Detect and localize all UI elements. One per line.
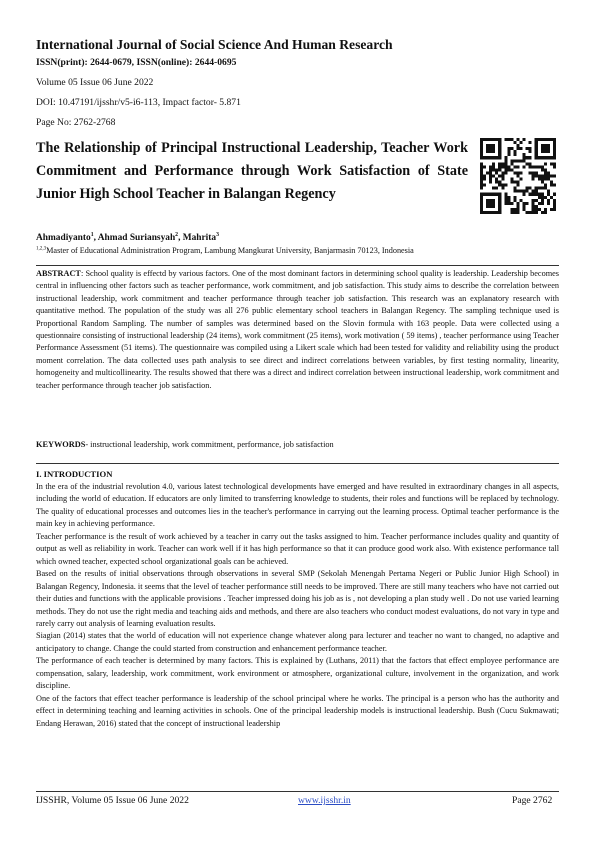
- page-number-range: Page No: 2762-2768: [36, 117, 116, 128]
- issn-line: ISSN(print): 2644-0679, ISSN(online): 2644-0695: [36, 57, 237, 68]
- footer-rule: [36, 791, 559, 792]
- abstract-text: : School quality is effectd by various factors. One of the most dominant factors in determining school quality is leadership. Leadership becomes central in influencing other factors such as teacher performance, work commitment, and job satisfaction. This study aims to describe the correlation between instructional leadership, work commitment and teacher performance through teacher job satisfaction. This research was an explanatory research with quantitative method. The population of the study was all 276 public elementary school teachers in Balangan Regency. The sampling technique used is Proportional Random Sampling. The number of samples was determined based on the Slovin formula with 163 people. Data were collected using a questionnaire consisting of instructional leadership (24 items), work commitment (25 items), work motivation ( 59 items) , teacher performance using Teacher Performance Assessment (51 items). The questionnaire was compiled using a Likert scale which had been tested for validity and reliability using the product moment correlation. The data collected uses path analysis to see direct and indirect correlations between variables, by first testing normality, linearity, homogeneity and multicollinearity. The results showed that there was a direct and indirect correlation between instructional leadership, work commitment and teacher performance through teacher job satisfaction.: [36, 269, 559, 390]
- paragraph: Siagian (2014) states that the world of education will not experience change whatever along para lecturer and teacher no want to changed, no adaptive and anticipatory to change. Change the could started from construction and enhancement performance teacher.: [36, 631, 559, 653]
- author-name: Ahmad Suriansyah: [97, 233, 176, 243]
- qr-code-icon[interactable]: [480, 138, 556, 214]
- body-text: [36, 481, 559, 730]
- paragraph: The performance of each teacher is determined by many factors. This is explained by (Luthans, 2011) that the factors that effect employee performance are compensation, salary, leadership, work commitment, work environment or atmosphere, organizational culture, involvement in the organization, and work discipline.: [36, 656, 559, 691]
- author-name: Mahrita: [182, 233, 217, 243]
- keywords: [36, 440, 334, 449]
- paragraph: One of the factors that effect teacher performance is leadership of the school principal where he works. The principal is a person who has the authority and effect in determining teaching and learning activities in schools. One of the principal leadership models is instructional leadership. Bush (Cucu Sukmawati; Endang Herawan, 2016) stated that the concept of instructional leadership: [36, 693, 559, 728]
- abstract-label: ABSTRACT: [36, 269, 81, 278]
- author-name: Ahmadiyanto: [36, 233, 91, 243]
- abstract-top-rule: [36, 265, 559, 266]
- journal-title: International Journal of Social Science And Human Research: [36, 37, 393, 52]
- author-sup: 2: [175, 231, 179, 238]
- keywords-label: KEYWORDS: [36, 440, 86, 449]
- abstract-bottom-rule: [36, 463, 559, 464]
- author-list: Ahmadiyanto$^1$, Ahmad Suriansyah$^2$, Mahrita$^3$: [36, 231, 219, 243]
- affiliation-sup: 1,2,3: [36, 245, 47, 252]
- paragraph: In the era of the industrial revolution 4.0, various latest technological developments have emerged and have resulted in extraordinary changes in all aspects, including the world of education. If educators are only limited to transferring knowledge to students, their roles and functions will be replaced by technology. The quality of educational processes and outcomes lies in the teacher's performance in carrying out the learning process. Optimal teacher performance is the main key in achieving performance.: [36, 482, 559, 529]
- author-sup: 3: [216, 231, 219, 238]
- footer-page-number: Page 2762: [512, 795, 553, 806]
- paper-title: The Relationship of Principal Instructional Leadership, Teacher Work Commitment and Performance through Work Satisfaction of State Junior High School Teacher in Balangan Regency: [36, 140, 468, 202]
- abstract: [36, 268, 559, 392]
- paragraph: Teacher performance is the result of work achieved by a teacher in carry out the tasks assigned to him. Teacher performance includes quality and quantity of output as well as reliability in work. Teacher can work well if it has high performance so that it can produce good work also. With existence performance tall which owned teacher, expected school organizational goals can be achieved.: [36, 531, 559, 566]
- footer-journal: IJSSHR, Volume 05 Issue 06 June 2022: [36, 795, 189, 806]
- affiliation-text: Master of Educational Administration Program, Lambung Mangkurat University, Banjarmasin 70123, Indonesia: [46, 246, 414, 255]
- paragraph: Based on the results of initial observations through observations in several SMP (Sekolah Menengah Pertama Negeri or Public Junior High School) in Balangan Regency, Indonesia. it seems that the level of teacher performance still needs to be improved. There are still many teachers who have not carried out their duties and functions with the applicable provisions . Teacher impressed doing his job as is , not developing a plan study well . Do not use varied learning methods. They do not use the right media and teaching aids and methods, and there are also teachers who conduct modest evaluations, do not vary in type and rarely carry out analysis of learning evaluation results.: [36, 569, 559, 628]
- doi-line: DOI: 10.47191/ijsshr/v5-i6-113, Impact factor- 5.871: [36, 97, 241, 108]
- author-sup: 1: [90, 231, 94, 238]
- footer-website-link[interactable]: www.ijsshr.in: [298, 795, 351, 806]
- keywords-text: - instructional leadership, work commitment, performance, job satisfaction: [85, 440, 334, 449]
- affiliation: [36, 246, 414, 255]
- section-heading: I. INTRODUCTION: [36, 469, 113, 479]
- volume-line: Volume 05 Issue 06 June 2022: [36, 77, 154, 88]
